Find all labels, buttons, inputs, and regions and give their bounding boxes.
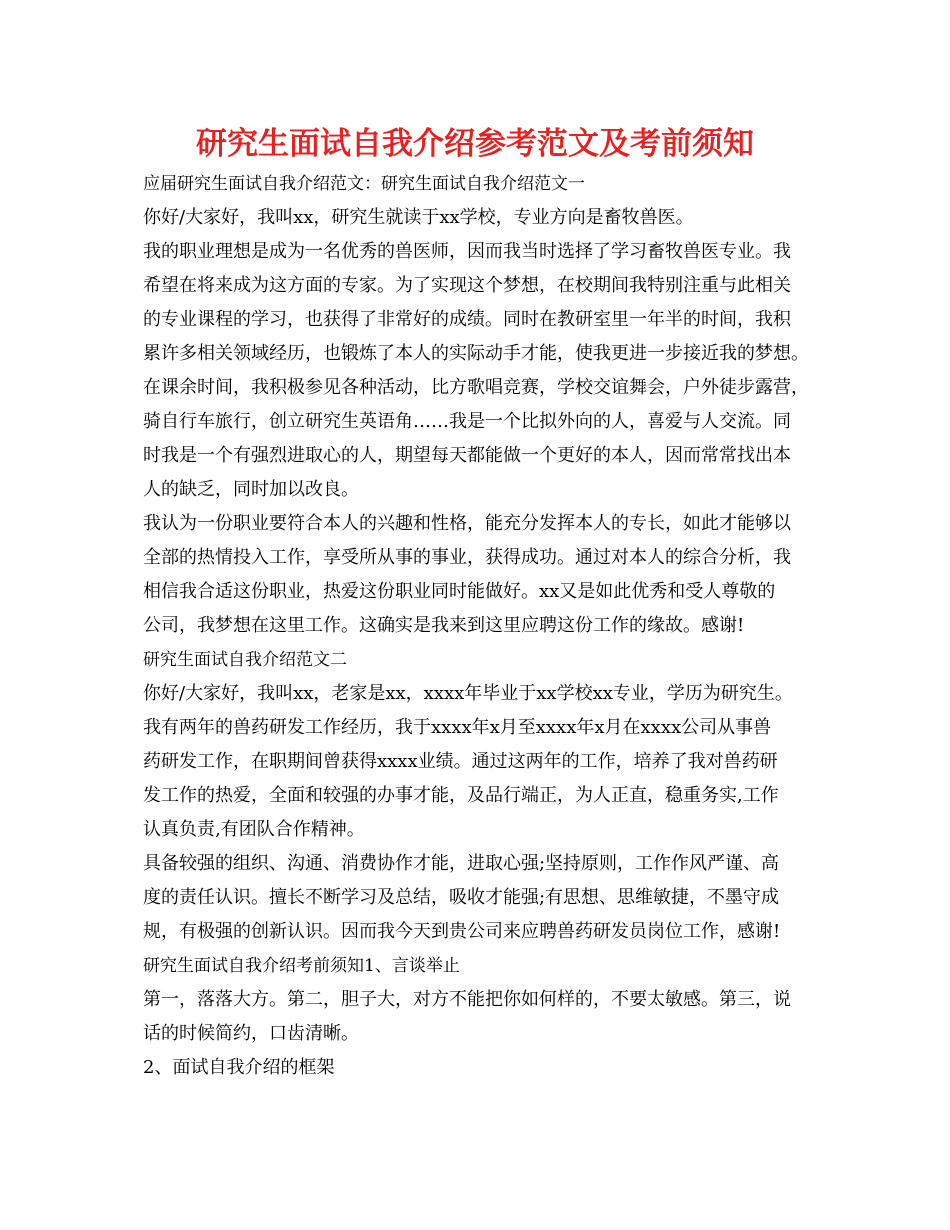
paragraph-heading-3: 研究生面试自我介绍考前须知1、言谈举止: [143, 956, 460, 976]
paragraph-6: 第一，落落大方。第二，胆子大，对方不能把你如何样的，不要太敏感。第三，说 话的时候简约，口齿清晰。: [143, 989, 791, 1044]
paragraph-heading-4: 2、面试自我介绍的框架: [143, 1057, 335, 1078]
paragraph-4: 你好/大家好，我叫xx，老家是xx，xxxx年毕业于xx学校xx专业，学历为研究生。 我有两年的兽药研发工作经历，我于xxxx年x月至xxxx年x月在xxxx公司从事兽 药研发工作，在职期间曾获得xxxx业绩。通过这两年的工作，培养了我对兽药研 发工作的热爱，全面和较强的办事才能，及品行端正，为人正直，稳重务实,工作 认真负责,有团队合作精神。: [143, 683, 793, 840]
document-body: [143, 167, 823, 1085]
paragraph-5: 具备较强的组织、沟通、消费协作才能，进取心强;坚持原则，工作作风严谨、高 度的责任认识。擅长不断学习及总结，吸收才能强;有思想、思维敏捷，不墨守成 规，有极强的创新认识。因而我今天到贵公司来应聘兽药研发员岗位工作，感谢!: [143, 853, 781, 942]
paragraph-heading-2: 研究生面试自我介绍范文二: [143, 650, 347, 670]
paragraph-1: 你好/大家好，我叫xx，研究生就读于xx学校，专业方向是畜牧兽医。: [143, 207, 694, 228]
document-title: 研究生面试自我介绍参考范文及考前须知: [196, 126, 754, 162]
paragraph-heading-1: 应届研究生面试自我介绍范文：研究生面试自我介绍范文一: [143, 174, 585, 194]
paragraph-3: 我认为一份职业要符合本人的兴趣和性格，能充分发挥本人的专长，如此才能够以 全部的热情投入工作，享受所从事的事业，获得成功。通过对本人的综合分析，我 相信我合适这份职业，热爱这份职业同时能做好。xx又是如此优秀和受人尊敬的 公司，我梦想在这里工作。这确实是我来到这里应聘这份工作的缘故。感谢!: [143, 513, 791, 636]
paragraph-2: 我的职业理想是成为一名优秀的兽医师，因而我当时选择了学习畜牧兽医专业。我 希望在将来成为这方面的专家。为了实现这个梦想，在校期间我特别注重与此相关 的专业课程的学习，也获得了非常好的成绩。同时在教研室里一年半的时间，我积 累许多相关领域经历，也锻炼了本人的实际动手才能，使我更进一步接近我的梦想。 在课余时间，我积极参见各种活动，比方歌唱竞赛，学校交谊舞会，户外徒步露营， 骑自行车旅行，创立研究生英语角……我是一个比拟外向的人，喜爱与人交流。同 时我是一个有强烈进取心的人，期望每天都能做一个更好的本人，因而常常找出本 人的缺乏，同时加以改良。: [143, 241, 809, 500]
